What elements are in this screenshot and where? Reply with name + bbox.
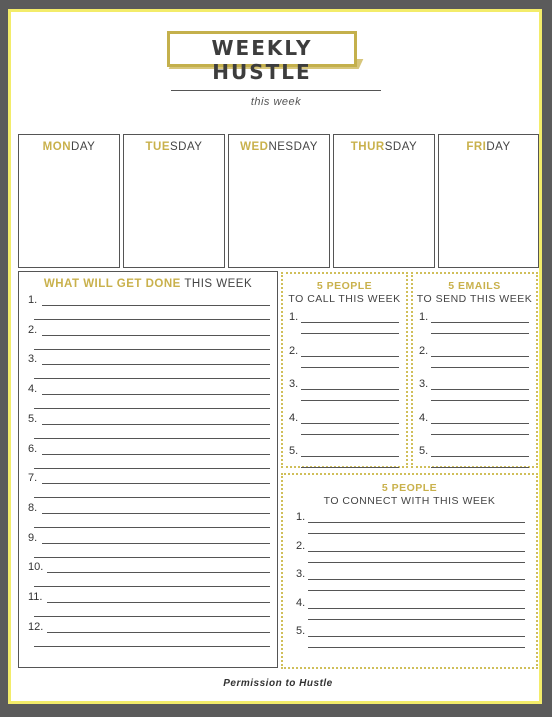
page-title: WEEKLY HUSTLE <box>211 36 313 84</box>
task-line[interactable] <box>34 527 270 528</box>
task-number: 12. <box>28 620 44 633</box>
connect-number: 2. <box>296 539 306 552</box>
day-box-tuesday[interactable] <box>123 134 225 268</box>
task-line[interactable] <box>42 364 270 365</box>
email-number: 5. <box>419 445 429 457</box>
task-number: 9. <box>28 531 38 544</box>
email-line[interactable] <box>431 356 529 357</box>
day-box-friday[interactable] <box>438 134 539 268</box>
email-box <box>411 272 538 468</box>
task-number: 5. <box>28 412 38 425</box>
task-line[interactable] <box>42 305 270 306</box>
email-box-header: 5 EMAILS TO SEND THIS WEEK <box>416 280 533 305</box>
task-line[interactable] <box>42 424 270 425</box>
task-line[interactable] <box>47 632 270 633</box>
planner-page <box>8 9 542 704</box>
email-line[interactable] <box>431 333 529 334</box>
task-line[interactable] <box>42 483 270 484</box>
day-label-monday: MONDAY <box>42 141 96 153</box>
call-line[interactable] <box>301 356 399 357</box>
tasks-box <box>18 271 278 668</box>
email-number: 1. <box>419 311 429 323</box>
task-line[interactable] <box>34 438 270 439</box>
call-line[interactable] <box>301 333 399 334</box>
connect-number: 5. <box>296 625 306 637</box>
task-number: 10. <box>28 561 44 574</box>
call-box <box>281 272 408 468</box>
day-label-wednesday: WEDNESDAY <box>240 141 318 153</box>
tasks-title: WHAT WILL GET DONE THIS WEEK <box>43 278 253 290</box>
connect-box-header: 5 PEOPLE TO CONNECT WITH THIS WEEK <box>323 482 496 507</box>
task-number: 11. <box>28 591 43 603</box>
email-number: 4. <box>419 411 429 424</box>
day-label-thursday: THURSDAY <box>350 141 418 153</box>
email-line[interactable] <box>431 322 529 323</box>
task-number: 3. <box>28 353 38 366</box>
week-label: this week <box>250 96 302 108</box>
call-line[interactable] <box>301 456 399 457</box>
task-line[interactable] <box>47 602 270 603</box>
connect-number: 1. <box>296 511 306 523</box>
connect-box <box>281 473 538 669</box>
call-number: 1. <box>289 311 299 323</box>
task-line[interactable] <box>34 497 270 498</box>
day-box-thursday[interactable] <box>333 134 435 268</box>
call-line[interactable] <box>301 367 399 368</box>
task-line[interactable] <box>34 646 270 647</box>
task-number: 8. <box>28 501 38 514</box>
call-line[interactable] <box>301 467 399 468</box>
task-line[interactable] <box>47 572 270 573</box>
connect-number: 3. <box>296 568 306 580</box>
task-line[interactable] <box>42 513 270 514</box>
call-line[interactable] <box>301 434 399 435</box>
day-box-wednesday[interactable] <box>228 134 330 268</box>
email-line[interactable] <box>431 434 529 435</box>
call-box-header: 5 PEOPLE TO CALL THIS WEEK <box>288 280 401 305</box>
task-line[interactable] <box>42 394 270 395</box>
connect-number: 4. <box>296 596 306 609</box>
task-number: 1. <box>28 294 38 306</box>
task-line[interactable] <box>34 408 270 409</box>
connect-line[interactable] <box>308 551 525 552</box>
task-line[interactable] <box>42 454 270 455</box>
email-number: 2. <box>419 344 429 357</box>
call-line[interactable] <box>301 322 399 323</box>
task-line[interactable] <box>42 543 270 544</box>
call-number: 5. <box>289 445 299 457</box>
connect-line[interactable] <box>308 533 525 534</box>
task-line[interactable] <box>34 468 270 469</box>
task-line[interactable] <box>34 616 270 617</box>
task-line[interactable] <box>34 586 270 587</box>
call-number: 2. <box>289 344 299 357</box>
task-number: 2. <box>28 323 38 336</box>
task-number: 4. <box>28 383 38 396</box>
task-number: 7. <box>28 472 38 485</box>
task-line[interactable] <box>34 319 270 320</box>
connect-line[interactable] <box>308 608 525 609</box>
task-line[interactable] <box>42 335 270 336</box>
day-label-friday: FRIDAY <box>466 141 511 153</box>
connect-line[interactable] <box>308 619 525 620</box>
day-label-tuesday: TUESDAY <box>145 141 203 153</box>
email-line[interactable] <box>431 389 529 390</box>
connect-line[interactable] <box>308 590 525 591</box>
email-number: 3. <box>419 378 429 390</box>
email-line[interactable] <box>431 367 529 368</box>
call-line[interactable] <box>301 400 399 401</box>
task-line[interactable] <box>34 378 270 379</box>
task-line[interactable] <box>34 557 270 558</box>
connect-line[interactable] <box>308 522 525 523</box>
email-line[interactable] <box>431 456 529 457</box>
call-number: 4. <box>289 411 299 424</box>
day-box-monday[interactable] <box>18 134 120 268</box>
task-number: 6. <box>28 442 38 455</box>
connect-line[interactable] <box>308 647 525 648</box>
connect-line[interactable] <box>308 562 525 563</box>
call-number: 3. <box>289 378 299 390</box>
task-line[interactable] <box>34 349 270 350</box>
connect-line[interactable] <box>308 579 525 580</box>
email-line[interactable] <box>431 467 529 468</box>
email-line[interactable] <box>431 400 529 401</box>
call-line[interactable] <box>301 423 399 424</box>
email-line[interactable] <box>431 423 529 424</box>
week-input-line[interactable] <box>171 90 381 91</box>
connect-line[interactable] <box>308 636 525 637</box>
call-line[interactable] <box>301 389 399 390</box>
footer-brand: Permission to Hustle <box>223 678 333 689</box>
